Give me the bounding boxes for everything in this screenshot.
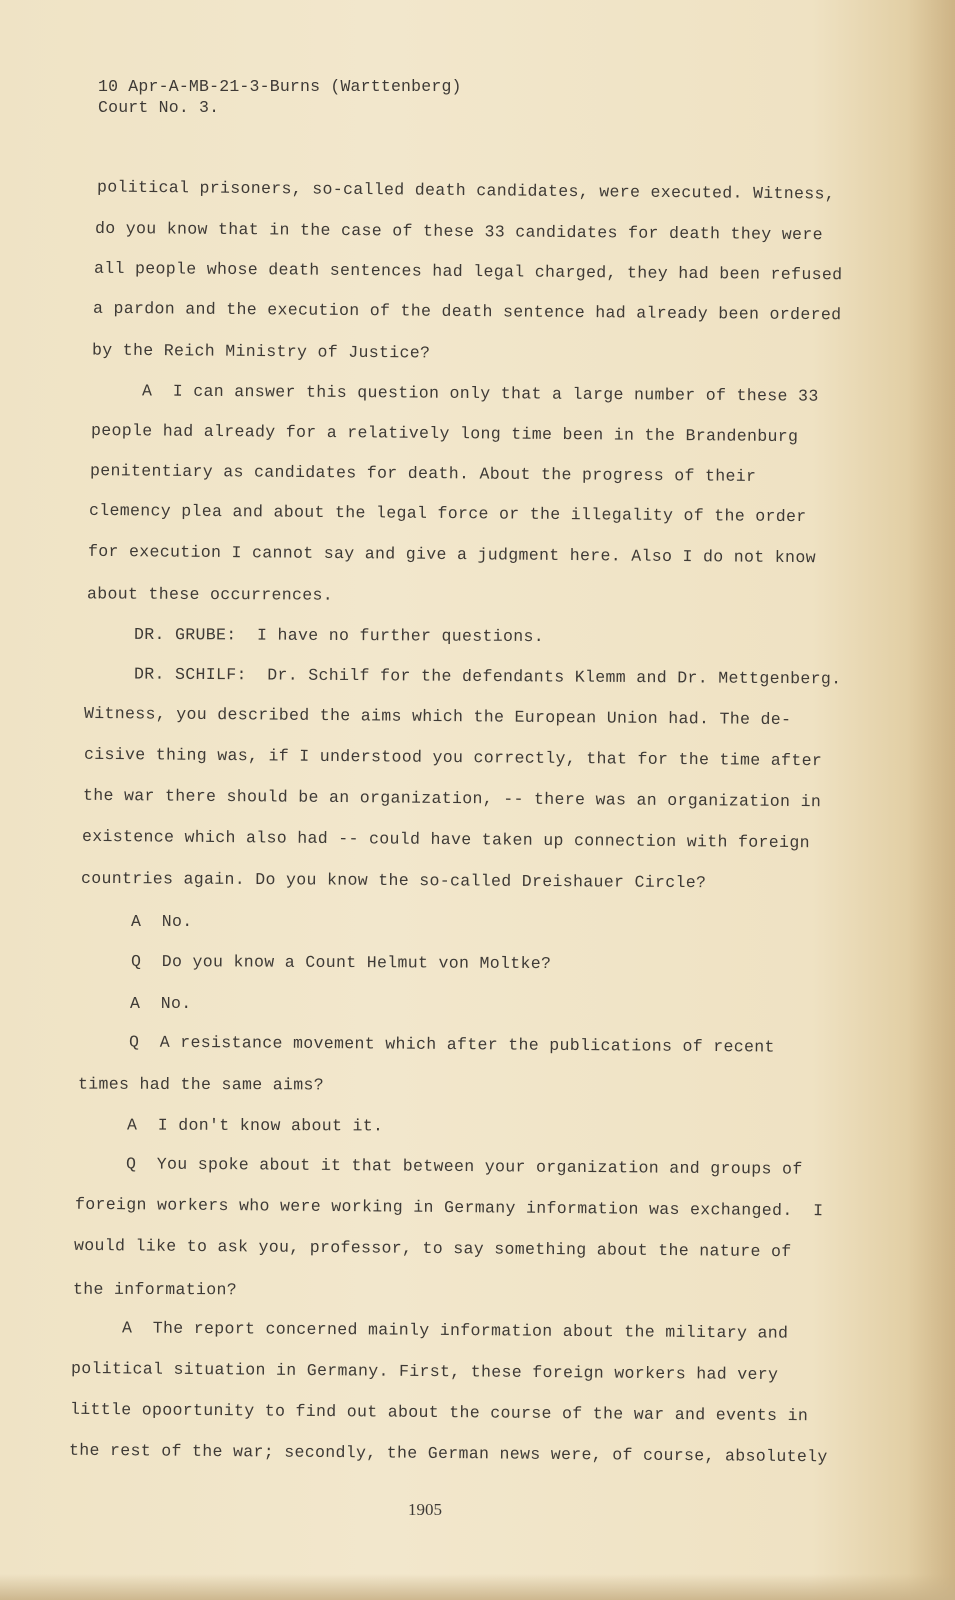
text-line: Witness, you described the aims which the European Union had. The de- — [83, 703, 792, 730]
text-line: clemency plea and about the legal force or the illegality of the order — [88, 500, 807, 527]
text-line: A I don't know about it. — [126, 1115, 384, 1136]
text-line: countries again. Do you know the so-called Dreishauer Circle? — [80, 868, 707, 893]
text-line: Q You spoke about it that between your organization and groups of — [125, 1154, 803, 1179]
text-line: a pardon and the execution of the death sentence had already been ordered — [92, 298, 842, 325]
text-line: the information? — [72, 1279, 238, 1300]
text-line: for execution I cannot say and give a judgment here. Also I do not know — [87, 541, 816, 568]
text-line: about these occurrences. — [86, 584, 334, 605]
text-line: by the Reich Ministry of Justice? — [91, 340, 431, 363]
text-line: political situation in Germany. First, these foreign workers had very — [70, 1358, 779, 1385]
page-number: 1905 — [408, 1500, 442, 1519]
text-line: A I can answer this question only that a large number of these 33 — [141, 381, 819, 406]
text-line: political prisoners, so-called death candidates, were executed. Witness, — [96, 177, 836, 204]
text-line: DR. GRUBE: I have no further questions. — [133, 624, 545, 647]
document-header — [98, 76, 462, 118]
text-line: Q Do you know a Count Helmut von Moltke? — [130, 951, 552, 974]
text-line: DR. SCHILF: Dr. Schilf for the defendants Klemm and Dr. Mettgenberg. — [133, 664, 842, 689]
document-reference: 10 Apr-A-MB-21-3-Burns (Warttenberg) — [98, 77, 462, 96]
text-line: little opoortunity to find out about the course of the war and events in — [69, 1399, 809, 1426]
text-line: do you know that in the case of these 33 candidates for death they were — [94, 218, 823, 245]
text-line: A The report concerned mainly information about the military and — [121, 1318, 789, 1343]
court-number: Court No. 3. — [98, 98, 220, 117]
text-line: all people whose death sentences had legal charged, they had been refused — [93, 258, 843, 285]
text-line: people had already for a relatively long time been in the Brandenburg — [90, 420, 799, 447]
text-line: penitentiary as candidates for death. About the progress of their — [89, 461, 757, 486]
text-line: Q A resistance movement which after the publications of recent — [128, 1032, 775, 1057]
text-line: A No. — [131, 912, 193, 931]
text-line: would like to ask you, professor, to say something about the nature of — [73, 1235, 792, 1262]
text-line: cisive thing was, if I understood you correctly, that for the time after — [83, 744, 823, 771]
text-line: the war there should be an organization, -- there was an organization in — [82, 785, 822, 812]
text-line: A No. — [130, 994, 192, 1013]
text-line: times had the same aims? — [77, 1074, 325, 1095]
text-line: existence which also had -- could have taken up connection with foreign — [81, 826, 810, 853]
text-line: foreign workers who were working in Germany information was exchanged. I — [74, 1194, 824, 1221]
text-line: the rest of the war; secondly, the German news were, of course, absolutely — [68, 1440, 828, 1467]
